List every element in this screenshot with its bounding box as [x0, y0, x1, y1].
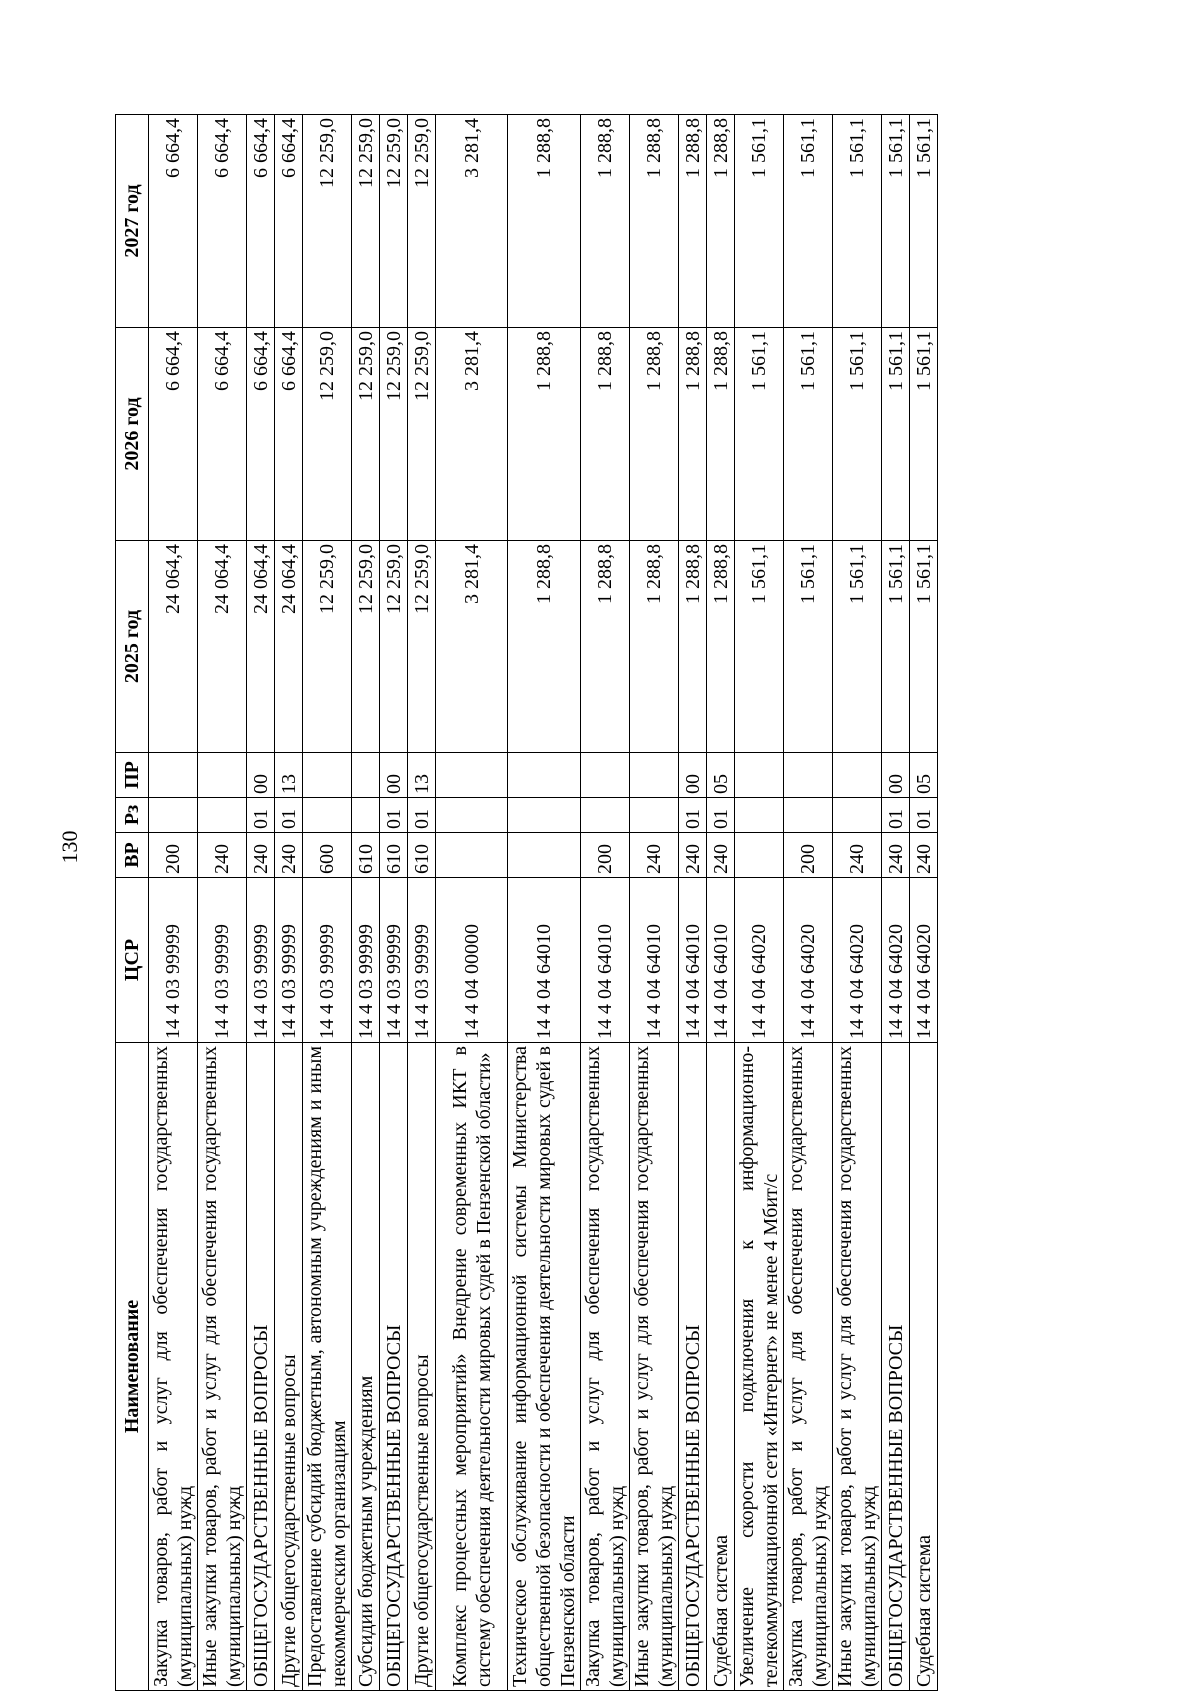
table-row	[910, 115, 938, 1691]
cell-rz	[784, 798, 833, 833]
table-row	[735, 115, 784, 1691]
table-row	[408, 115, 436, 1691]
cell-name: Увеличение скорости подключения к информационно-телекоммуникационной сети «Интернет» не менее 4 Мбит/с	[735, 1043, 784, 1691]
cell-csr: 14 4 03 99999	[352, 878, 380, 1043]
cell-rz	[198, 798, 247, 833]
cell-pr: 05	[910, 753, 938, 798]
cell-pr: 00	[380, 753, 408, 798]
table-row	[149, 115, 198, 1691]
cell-rz	[436, 798, 508, 833]
cell-2026: 1 561,1	[784, 328, 833, 541]
cell-csr: 14 4 04 64020	[833, 878, 882, 1043]
cell-rz	[303, 798, 352, 833]
cell-vr: 240	[910, 833, 938, 878]
cell-name: Техническое обслуживание информационной системы Министерства общественной безопасности и обеспечения деятельности мировых судей в Пензенской области	[508, 1043, 581, 1691]
header-name: Наименование	[116, 1043, 149, 1691]
table-row	[784, 115, 833, 1691]
cell-2026: 12 259,0	[303, 328, 352, 541]
cell-rz: 01	[247, 798, 275, 833]
cell-2026: 1 288,8	[679, 328, 707, 541]
cell-rz: 01	[380, 798, 408, 833]
cell-2026: 6 664,4	[198, 328, 247, 541]
cell-name: Другие общегосударственные вопросы	[408, 1043, 436, 1691]
cell-2027: 6 664,4	[198, 115, 247, 328]
cell-2025: 1 288,8	[630, 541, 679, 753]
table-row	[380, 115, 408, 1691]
cell-rz: 01	[707, 798, 735, 833]
table-row	[508, 115, 581, 1691]
cell-vr	[436, 833, 508, 878]
cell-2025: 1 288,8	[707, 541, 735, 753]
page-number: 130	[57, 830, 82, 864]
cell-rz	[581, 798, 630, 833]
cell-name: Иные закупки товаров, работ и услуг для обеспечения государственных (муниципальных) нужд	[198, 1043, 247, 1691]
cell-name: Субсидии бюджетным учреждениям	[352, 1043, 380, 1691]
cell-2026: 1 561,1	[910, 328, 938, 541]
cell-rz: 01	[275, 798, 303, 833]
cell-pr: 13	[275, 753, 303, 798]
header-2025: 2025 год	[116, 541, 149, 753]
cell-2027: 1 561,1	[910, 115, 938, 328]
cell-vr: 200	[581, 833, 630, 878]
cell-csr: 14 4 04 64010	[581, 878, 630, 1043]
cell-vr: 600	[303, 833, 352, 878]
cell-csr: 14 4 04 64010	[679, 878, 707, 1043]
cell-name: Предоставление субсидий бюджетным, автономным учреждениям и иным некоммерческим организациям	[303, 1043, 352, 1691]
cell-pr: 00	[679, 753, 707, 798]
table-row	[679, 115, 707, 1691]
cell-name: ОБЩЕГОСУДАРСТВЕННЫЕ ВОПРОСЫ	[882, 1043, 910, 1691]
budget-table-container	[115, 115, 1038, 1691]
table-row	[198, 115, 247, 1691]
table-header-row	[116, 115, 149, 1691]
cell-pr	[149, 753, 198, 798]
cell-pr	[198, 753, 247, 798]
cell-name: Закупка товаров, работ и услуг для обеспечения государственных (муниципальных) нужд	[581, 1043, 630, 1691]
table-row	[630, 115, 679, 1691]
cell-2026: 6 664,4	[149, 328, 198, 541]
table-row	[247, 115, 275, 1691]
cell-2026: 1 288,8	[581, 328, 630, 541]
cell-2026: 3 281,4	[436, 328, 508, 541]
cell-vr: 240	[247, 833, 275, 878]
cell-2025: 12 259,0	[408, 541, 436, 753]
cell-csr: 14 4 03 99999	[247, 878, 275, 1043]
cell-2026: 1 288,8	[508, 328, 581, 541]
cell-pr	[735, 753, 784, 798]
budget-table	[115, 114, 938, 1691]
cell-2025: 1 561,1	[784, 541, 833, 753]
cell-name: ОБЩЕГОСУДАРСТВЕННЫЕ ВОПРОСЫ	[679, 1043, 707, 1691]
cell-name: Судебная система	[910, 1043, 938, 1691]
cell-2025: 1 288,8	[679, 541, 707, 753]
cell-2026: 1 561,1	[882, 328, 910, 541]
cell-vr: 610	[408, 833, 436, 878]
cell-pr	[436, 753, 508, 798]
table-row	[581, 115, 630, 1691]
cell-pr	[352, 753, 380, 798]
header-vr: ВР	[116, 833, 149, 878]
cell-rz	[630, 798, 679, 833]
cell-name: Комплекс процессных мероприятий» Внедрение современных ИКТ в систему обеспечения деятельности мировых судей в Пензенской области»	[436, 1043, 508, 1691]
cell-2025: 1 288,8	[508, 541, 581, 753]
cell-2027: 1 561,1	[833, 115, 882, 328]
cell-pr: 13	[408, 753, 436, 798]
cell-vr: 200	[149, 833, 198, 878]
cell-rz: 01	[910, 798, 938, 833]
cell-vr: 240	[275, 833, 303, 878]
cell-csr: 14 4 04 64020	[735, 878, 784, 1043]
cell-2026: 1 561,1	[833, 328, 882, 541]
cell-csr: 14 4 04 64010	[508, 878, 581, 1043]
cell-2027: 3 281,4	[436, 115, 508, 328]
cell-2026: 1 288,8	[707, 328, 735, 541]
cell-2025: 24 064,4	[247, 541, 275, 753]
cell-rz	[833, 798, 882, 833]
cell-2026: 12 259,0	[352, 328, 380, 541]
cell-pr	[784, 753, 833, 798]
cell-pr: 05	[707, 753, 735, 798]
cell-2025: 24 064,4	[149, 541, 198, 753]
cell-2025: 12 259,0	[303, 541, 352, 753]
cell-vr	[508, 833, 581, 878]
cell-name: Закупка товаров, работ и услуг для обеспечения государственных (муниципальных) нужд	[149, 1043, 198, 1691]
cell-2027: 6 664,4	[275, 115, 303, 328]
cell-name: ОБЩЕГОСУДАРСТВЕННЫЕ ВОПРОСЫ	[247, 1043, 275, 1691]
cell-2027: 12 259,0	[380, 115, 408, 328]
cell-2027: 6 664,4	[149, 115, 198, 328]
cell-csr: 14 4 03 99999	[198, 878, 247, 1043]
cell-name: Закупка товаров, работ и услуг для обеспечения государственных (муниципальных) нужд	[784, 1043, 833, 1691]
cell-csr: 14 4 04 64010	[707, 878, 735, 1043]
cell-2025: 1 561,1	[882, 541, 910, 753]
table-row	[707, 115, 735, 1691]
cell-rz: 01	[679, 798, 707, 833]
cell-csr: 14 4 04 64020	[882, 878, 910, 1043]
cell-2027: 1 561,1	[784, 115, 833, 328]
cell-csr: 14 4 03 99999	[380, 878, 408, 1043]
header-2027: 2027 год	[116, 115, 149, 328]
cell-name: Иные закупки товаров, работ и услуг для обеспечения государственных (муниципальных) нужд	[630, 1043, 679, 1691]
cell-2025: 24 064,4	[198, 541, 247, 753]
cell-rz	[352, 798, 380, 833]
table-row	[275, 115, 303, 1691]
header-2026: 2026 год	[116, 328, 149, 541]
cell-name: Иные закупки товаров, работ и услуг для обеспечения государственных (муниципальных) нужд	[833, 1043, 882, 1691]
cell-pr: 00	[247, 753, 275, 798]
cell-csr: 14 4 04 64020	[910, 878, 938, 1043]
table-row	[833, 115, 882, 1691]
cell-2027: 12 259,0	[408, 115, 436, 328]
cell-name: ОБЩЕГОСУДАРСТВЕННЫЕ ВОПРОСЫ	[380, 1043, 408, 1691]
cell-2026: 12 259,0	[380, 328, 408, 541]
cell-rz: 01	[408, 798, 436, 833]
cell-2025: 3 281,4	[436, 541, 508, 753]
cell-2027: 1 288,8	[679, 115, 707, 328]
cell-csr: 14 4 03 99999	[303, 878, 352, 1043]
cell-vr: 610	[352, 833, 380, 878]
cell-name: Другие общегосударственные вопросы	[275, 1043, 303, 1691]
cell-rz	[508, 798, 581, 833]
cell-2027: 1 561,1	[735, 115, 784, 328]
cell-csr: 14 4 03 99999	[275, 878, 303, 1043]
cell-2025: 1 561,1	[910, 541, 938, 753]
cell-rz	[149, 798, 198, 833]
cell-2025: 12 259,0	[380, 541, 408, 753]
cell-2025: 1 561,1	[735, 541, 784, 753]
cell-pr	[303, 753, 352, 798]
cell-rz: 01	[882, 798, 910, 833]
cell-2026: 12 259,0	[408, 328, 436, 541]
cell-2026: 1 561,1	[735, 328, 784, 541]
cell-name: Судебная система	[707, 1043, 735, 1691]
table-body	[149, 115, 938, 1691]
header-rz: Рз	[116, 798, 149, 833]
cell-pr	[630, 753, 679, 798]
cell-2026: 6 664,4	[247, 328, 275, 541]
cell-2027: 1 288,8	[707, 115, 735, 328]
cell-vr: 240	[833, 833, 882, 878]
cell-pr: 00	[882, 753, 910, 798]
cell-rz	[735, 798, 784, 833]
cell-pr	[508, 753, 581, 798]
table-row	[436, 115, 508, 1691]
table-row	[882, 115, 910, 1691]
cell-2027: 1 561,1	[882, 115, 910, 328]
cell-2027: 12 259,0	[303, 115, 352, 328]
cell-vr: 240	[630, 833, 679, 878]
cell-2027: 1 288,8	[508, 115, 581, 328]
cell-2027: 1 288,8	[581, 115, 630, 328]
cell-csr: 14 4 03 99999	[149, 878, 198, 1043]
cell-2025: 12 259,0	[352, 541, 380, 753]
cell-2026: 6 664,4	[275, 328, 303, 541]
cell-vr: 610	[380, 833, 408, 878]
cell-vr	[735, 833, 784, 878]
cell-csr: 14 4 03 99999	[408, 878, 436, 1043]
table-row	[303, 115, 352, 1691]
header-pr: ПР	[116, 753, 149, 798]
cell-pr	[833, 753, 882, 798]
cell-2025: 1 561,1	[833, 541, 882, 753]
cell-vr: 240	[679, 833, 707, 878]
table-row	[352, 115, 380, 1691]
cell-vr: 240	[882, 833, 910, 878]
cell-2027: 6 664,4	[247, 115, 275, 328]
cell-2027: 1 288,8	[630, 115, 679, 328]
cell-csr: 14 4 04 64020	[784, 878, 833, 1043]
cell-vr: 200	[784, 833, 833, 878]
cell-2027: 12 259,0	[352, 115, 380, 328]
cell-pr	[581, 753, 630, 798]
header-csr: ЦСР	[116, 878, 149, 1043]
cell-vr: 240	[198, 833, 247, 878]
cell-csr: 14 4 04 00000	[436, 878, 508, 1043]
cell-vr: 240	[707, 833, 735, 878]
cell-2025: 1 288,8	[581, 541, 630, 753]
cell-2026: 1 288,8	[630, 328, 679, 541]
cell-csr: 14 4 04 64010	[630, 878, 679, 1043]
cell-2025: 24 064,4	[275, 541, 303, 753]
